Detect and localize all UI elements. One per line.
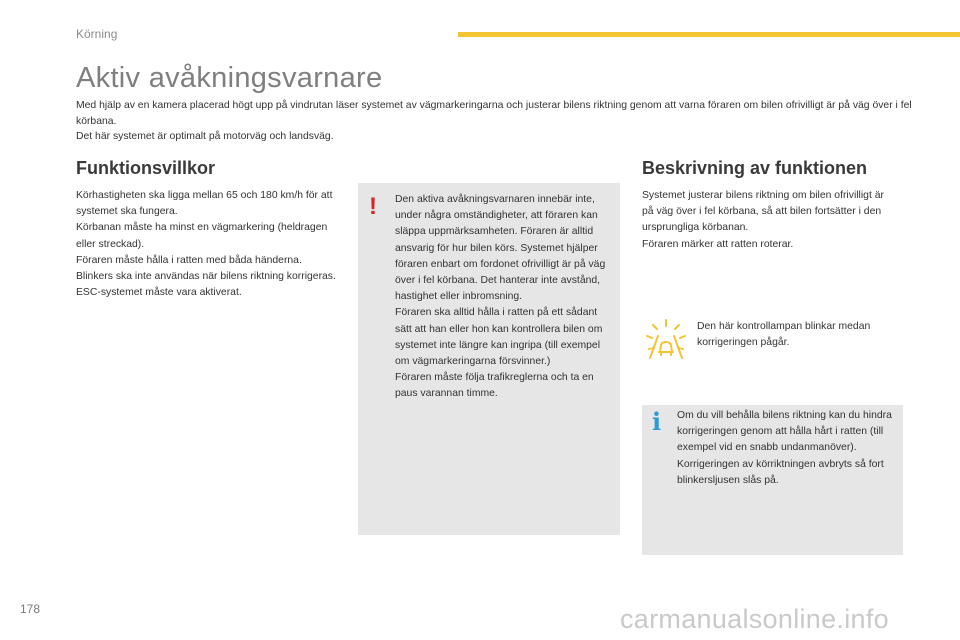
warning-paragraph: Föraren ska alltid hålla i ratten på ett sådant sätt att han eller hon kan kontrollera bilen om systemet inte längre kan ingripa (till exempel om vägmarkeringarna försvinner.) [395, 307, 603, 368]
warning-paragraph: Den aktiva avåkningsvarnaren innebär inte, under några omständigheter, att föraren kan släppa uppmärksamheten. Föraren är alltid ansvarig för hur bilen körs. Systemet hjälper föraren enbart om fordonet ofrivilligt är på väg över i fel körbana. Det hanterar inte avstånd, hastighet eller inbromsning. [395, 194, 606, 303]
info-icon: i [652, 407, 662, 436]
page-title: Aktiv avåkningsvarnare [76, 62, 383, 94]
conditions-paragraph: Föraren måste hålla i ratten med båda händerna. [76, 254, 302, 266]
info-text [677, 408, 899, 489]
chapter-label: Körning [76, 27, 118, 41]
conditions-text [76, 188, 336, 301]
warning-paragraph: Föraren måste följa trafikreglerna och ta en paus varannan timme. [395, 372, 594, 400]
conditions-paragraph: Körhastigheten ska ligga mellan 65 och 180 km/h för att systemet ska fungera. [76, 190, 333, 218]
description-text [642, 188, 892, 253]
page-number: 178 [20, 602, 41, 616]
description-paragraph: Systemet justerar bilens riktning om bilen ofrivilligt är på väg över i fel körbana, så att bilen fortsätter i den ursprungliga körbanan. [642, 190, 884, 234]
watermark: carmanualsonline.info [620, 604, 889, 634]
info-paragraph: Korrigeringen av körriktningen avbryts så fort blinkersljusen slås på. [677, 458, 884, 486]
exclamation-icon: ! [369, 193, 377, 220]
chapter-accent-bar [458, 32, 960, 37]
warning-text [395, 192, 607, 403]
description-paragraph: Föraren märker att ratten roterar. [642, 238, 794, 250]
description-heading: Beskrivning av funktionen [642, 158, 868, 178]
lane-keep-warning-lamp-icon [642, 316, 690, 364]
info-paragraph: Om du vill behålla bilens riktning kan du hindra korrigeringen genom att hålla hårt i ratten (till exempel vid en snabb undanmanöver). [677, 410, 892, 454]
intro-paragraph: Det här systemet är optimalt på motorväg och landsväg. [76, 131, 334, 142]
conditions-heading: Funktionsvillkor [76, 158, 216, 178]
lamp-description: Den här kontrollampan blinkar medan korrigeringen pågår. [697, 321, 871, 349]
intro-paragraph: Med hjälp av en kamera placerad högt upp på vindrutan läser systemet av vägmarkeringarna och justerar bilens riktning genom att varna föraren om bilen ofrivilligt är på väg över i fel körbana. [76, 100, 912, 127]
conditions-paragraph: Blinkers ska inte användas när bilens riktning korrigeras. [76, 271, 336, 283]
conditions-paragraph: Körbanan måste ha minst en vägmarkering (heldragen eller streckad). [76, 222, 328, 250]
conditions-paragraph: ESC-systemet måste vara aktiverat. [76, 287, 242, 299]
intro-text [76, 98, 916, 145]
